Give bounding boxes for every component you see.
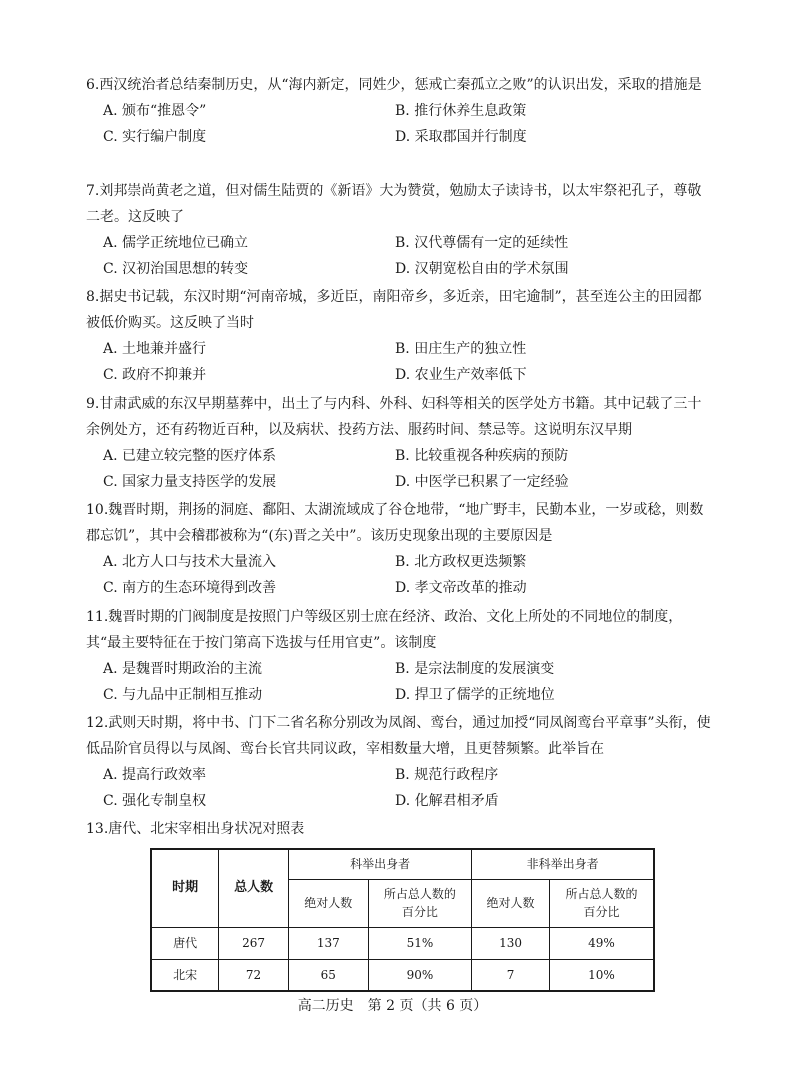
question-8 <box>86 284 711 388</box>
option-c: C. 实行编户制度 <box>103 129 207 145</box>
option-b: B. 田庄生产的独立性 <box>395 341 527 357</box>
question-11 <box>86 604 711 708</box>
question-stem: 6.西汉统治者总结秦制历史，从“海内新定，同姓少，惩戒亡秦孤立之败”的认识出发，采取的措施是 <box>86 77 702 93</box>
question-6 <box>86 72 711 150</box>
option-a: A. 土地兼并盛行 <box>103 341 207 357</box>
header-keju-pct-line2: 百分比 <box>401 905 438 919</box>
option-b: B. 汉代尊儒有一定的延续性 <box>395 235 569 251</box>
cell-keju-abs: 65 <box>288 959 368 991</box>
option-c: C. 与九品中正制相互推动 <box>103 687 263 703</box>
header-total: 总人数 <box>219 849 289 927</box>
option-b: B. 比较重视各种疾病的预防 <box>395 448 569 464</box>
cell-nonkeju-abs: 130 <box>472 927 550 959</box>
option-c: C. 国家力量支持医学的发展 <box>103 474 277 490</box>
question-9 <box>86 391 711 495</box>
header-period: 时期 <box>151 849 219 927</box>
cell-keju-pct: 51% <box>368 927 472 959</box>
page-footer: 高二历史 第 2 页（共 6 页） <box>297 998 488 1014</box>
option-a: A. 提高行政效率 <box>103 767 207 783</box>
question-stem: 11.魏晋时期的门阀制度是按照门户等级区别士庶在经济、政治、文化上所处的不同地位的制度，其“最主要特征在于按门第高下选拔与任用官吏”。该制度 <box>86 609 683 651</box>
cell-nonkeju-abs: 7 <box>472 959 550 991</box>
header-nonkeju-abs: 绝对人数 <box>472 879 550 927</box>
option-a: A. 北方人口与技术大量流入 <box>103 554 277 570</box>
question-stem: 8.据史书记载，东汉时期“河南帝城，多近臣，南阳帝乡，多近亲，田宅逾制”，甚至连公主的田园都被低价购买。这反映了当时 <box>86 289 702 331</box>
table-row <box>151 959 654 991</box>
question-7 <box>86 178 711 282</box>
option-d: D. 农业生产效率低下 <box>395 367 527 383</box>
question-stem: 9.甘肃武威的东汉早期墓葬中，出土了与内科、外科、妇科等相关的医学处方书籍。其中记载了三十余例处方，还有药物近百种，以及病状、投药方法、服药时间、禁忌等。这说明东汉早期 <box>86 396 702 438</box>
cell-total: 72 <box>219 959 289 991</box>
option-b: B. 推行休养生息政策 <box>395 103 527 119</box>
header-nonkeju-pct-line1: 所占总人数的 <box>565 887 638 901</box>
header-keju-abs: 绝对人数 <box>288 879 368 927</box>
header-keju-pct-line1: 所占总人数的 <box>383 887 456 901</box>
option-b: B. 规范行政程序 <box>395 767 499 783</box>
question-12 <box>86 710 711 814</box>
header-nonkeju-pct-line2: 百分比 <box>583 905 620 919</box>
cell-total: 267 <box>219 927 289 959</box>
header-nonkeju: 非科举出身者 <box>472 849 654 879</box>
option-c: C. 政府不抑兼并 <box>103 367 207 383</box>
chancellor-origin-table <box>150 848 655 992</box>
cell-keju-abs: 137 <box>288 927 368 959</box>
option-c: C. 汉初治国思想的转变 <box>103 261 249 277</box>
question-stem: 12.武则天时期，将中书、门下二省名称分别改为凤阁、鸾台，通过加授“同凤阁鸾台平章事”头衔，使低品阶官员得以与凤阁、鸾台长官共同议政，宰相数量大增，且更替频繁。此举旨在 <box>86 715 711 757</box>
cell-nonkeju-pct: 49% <box>549 927 654 959</box>
cell-period: 北宋 <box>151 959 219 991</box>
cell-period: 唐代 <box>151 927 219 959</box>
option-d: D. 中医学已积累了一定经验 <box>395 474 569 490</box>
header-keju: 科举出身者 <box>288 849 471 879</box>
option-a: A. 已建立较完整的医疗体系 <box>103 448 277 464</box>
question-13 <box>86 816 711 842</box>
option-b: B. 是宗法制度的发展演变 <box>395 661 555 677</box>
question-stem: 7.刘邦崇尚黄老之道，但对儒生陆贾的《新语》大为赞赏，勉励太子读诗书，以太牢祭祀孔子，尊敬二老。这反映了 <box>86 183 702 225</box>
cell-nonkeju-pct: 10% <box>549 959 654 991</box>
question-10 <box>86 497 711 601</box>
table-row <box>151 927 654 959</box>
option-a: A. 是魏晋时期政治的主流 <box>103 661 263 677</box>
question-13-label: 13.唐代、北宋宰相出身状况对照表 <box>86 821 305 837</box>
option-c: C. 南方的生态环境得到改善 <box>103 580 277 596</box>
cell-keju-pct: 90% <box>368 959 472 991</box>
option-d: D. 汉朝宽松自由的学术氛围 <box>395 261 569 277</box>
option-d: D. 捍卫了儒学的正统地位 <box>395 687 555 703</box>
question-stem: 10.魏晋时期，荆扬的洞庭、鄱阳、太湖流域成了谷仓地带，“地广野丰，民勤本业，一岁或稔，则数郡忘饥”，其中会稽郡被称为“(东)晋之关中”。该历史现象出现的主要原因是 <box>86 502 704 544</box>
option-c: C. 强化专制皇权 <box>103 793 207 809</box>
option-a: A. 儒学正统地位已确立 <box>103 235 249 251</box>
header-nonkeju-pct <box>549 879 654 927</box>
option-d: D. 采取郡国并行制度 <box>395 129 527 145</box>
header-keju-pct <box>368 879 472 927</box>
option-a: A. 颁布“推恩令” <box>103 103 207 119</box>
option-d: D. 化解君相矛盾 <box>395 793 499 809</box>
option-b: B. 北方政权更迭频繁 <box>395 554 527 570</box>
option-d: D. 孝文帝改革的推动 <box>395 580 527 596</box>
